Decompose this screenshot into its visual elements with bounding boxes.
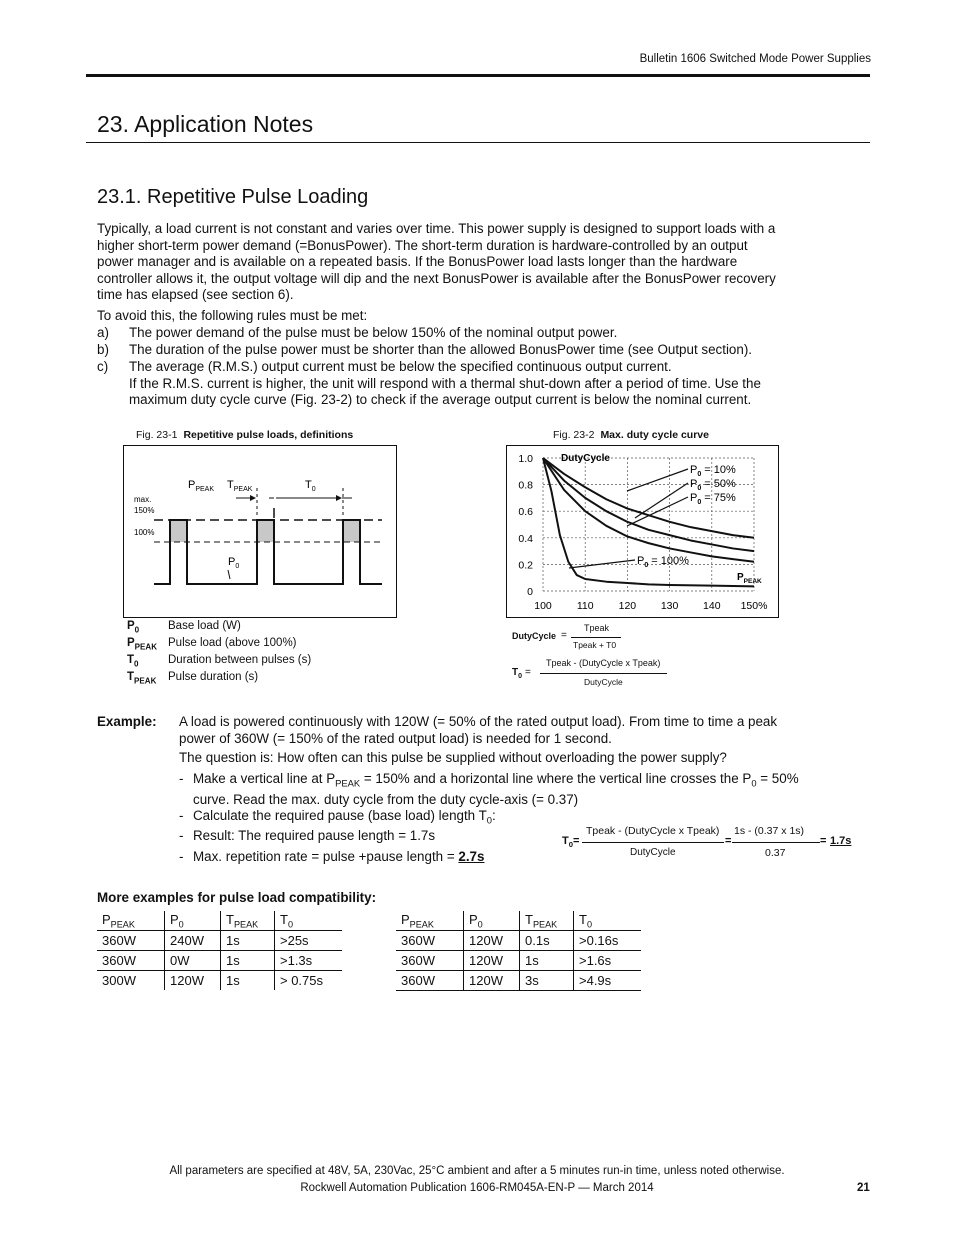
- pulse-excess-1: [170, 520, 187, 542]
- formula-denominator: Tpeak + T0: [573, 640, 617, 650]
- y-tick-label: 0.2: [518, 559, 533, 572]
- y-tick-label: 0.6: [518, 506, 533, 519]
- y-tick-label: 0.8: [518, 479, 533, 492]
- intro-line: controller allows it, the output voltage will dip and the next BonusPower is available after the BonusPower recovery: [97, 270, 776, 286]
- fig2-box: [506, 445, 779, 618]
- curve-label-50: $P_0 = 50\%$: [690, 478, 736, 492]
- formula-numerator: Tpeak - (DutyCycle x Tpeak): [546, 658, 661, 668]
- fig2-number: Fig. 23-2: [553, 429, 595, 441]
- legend-row: $T_{PEAK}$ Pulse duration (s): [127, 671, 259, 686]
- y-tick-label: 0.4: [518, 532, 533, 545]
- fig2-title: Max. duty cycle curve: [600, 429, 709, 441]
- intro-paragraph: [97, 221, 847, 304]
- x-tick-label: 130: [660, 600, 679, 612]
- x-tick-label: 140: [703, 600, 721, 612]
- rule-key: c): [97, 359, 109, 374]
- fig1-number: Fig. 23-1: [136, 429, 178, 441]
- more-examples-title: More examples for pulse load compatibility:: [97, 890, 377, 905]
- label-150: 150%: [134, 506, 155, 515]
- t0-formula: $T_0$ = Tpeak - (DutyCycle x Tpeak) DutyCycle: [512, 656, 672, 690]
- fig1-title: Repetitive pulse loads, definitions: [183, 429, 354, 441]
- table-header-row: $P_{PEAK}$ $P_0$ $T_{PEAK}$ $T_0$: [396, 911, 641, 931]
- rule-text: The duration of the pulse power must be shorter than the allowed BonusPower time (see Output section).: [129, 342, 753, 357]
- label-100: 100%: [134, 528, 155, 537]
- pulse-excess-3: [343, 520, 360, 542]
- intro-line: higher short-term power demand (=BonusPower). The short-term duration is hardware-controlled by an output: [97, 237, 748, 253]
- calc-result: 1.7s: [830, 835, 852, 847]
- section-heading: 23.1. Repetitive Pulse Loading: [97, 186, 369, 208]
- curve-label-75: $P_0 = 75\%$: [690, 492, 736, 506]
- rule-b: [97, 342, 857, 359]
- rule-text: [129, 359, 849, 409]
- table-row: 360W 120W 3s >4.9s: [396, 971, 641, 991]
- legend-row: $P_0$ Base load (W): [127, 620, 241, 635]
- table-row: 360W 240W 1s >25s: [97, 931, 342, 951]
- calc-formula: $T_0=$ Tpeak - (DutyCycle x Tpeak) DutyCycle = 1s - (0.37 x 1s) 0.37 = 1.7s: [562, 825, 852, 859]
- table-row: 360W 120W 1s >1.6s: [396, 951, 641, 971]
- footer-note: All parameters are specified at 48V, 5A, 230Vac, 25°C ambient and after a 5 minutes run-in time, unless noted otherwise.: [169, 1165, 785, 1177]
- repetition-result: 2.7s: [458, 849, 485, 864]
- legend-row: $P_{PEAK}$ Pulse load (above 100%): [127, 637, 297, 652]
- label-tpeak: $T_{PEAK}$: [227, 479, 253, 493]
- example-bullet-1: - Make a vertical line at $P_{PEAK} = 150\%$ and a horizontal line where the vertical line crosses the $P_0 = 50\%$ curve. Read the max. duty cycle from the duty cycle-axis (= 0.37): [179, 771, 799, 808]
- page-title: 23. Application Notes: [97, 111, 314, 137]
- pulse-diagram: [124, 446, 396, 617]
- rule-line: If the R.M.S. current is higher, the unit will respond with a thermal shut-down after a period of time. Use the: [129, 375, 761, 391]
- header-rule: [86, 74, 870, 77]
- intro-line: power manager and is available on a repeated basis. If the BonusPower load lasts longer than the hardware: [97, 254, 738, 270]
- rule-line: maximum duty cycle curve (Fig. 23-2) to check if the average output current is below the nominal current.: [129, 392, 752, 408]
- label-max: max.: [134, 495, 152, 504]
- dutycycle-formula: DutyCycle = Tpeak Tpeak + T0: [512, 622, 662, 652]
- duty-cycle-chart: [507, 446, 778, 617]
- rule-c: [97, 359, 857, 411]
- label-ppeak: $P_{PEAK}$: [188, 479, 215, 493]
- fig2-caption: [553, 429, 709, 441]
- y-axis-label: DutyCycle: [561, 453, 610, 464]
- title-rule: [86, 142, 870, 143]
- examples-table-right: [396, 911, 641, 991]
- x-tick-label: 110: [576, 600, 594, 612]
- table-header-row: $P_{PEAK}$ $P_0$ $T_{PEAK}$ $T_0$: [97, 911, 342, 931]
- table-row: 360W 0W 1s >1.3s: [97, 951, 342, 971]
- example-bullet-3: - Result: The required pause length = 1.7s: [179, 828, 436, 843]
- fig1-box: [123, 445, 397, 618]
- formula-denominator: DutyCycle: [584, 677, 623, 687]
- rules-intro: To avoid this, the following rules must be met:: [97, 308, 368, 323]
- footer-publication: Rockwell Automation Publication 1606-RM045A-EN-P — March 2014: [300, 1182, 654, 1194]
- y-tick-label: 0: [527, 586, 533, 598]
- fig1-legend: [127, 620, 387, 690]
- example-text: A load is powered continuously with 120W (= 50% of the rated output load). From time to time a peak power of 360W (= 150% of the rated output load) is needed for 1 second. The question is: How often can this pulse be supplied without overloading the power supply?: [179, 714, 778, 766]
- rule-a: [97, 325, 857, 342]
- page-number: 21: [857, 1182, 870, 1194]
- rule-key: b): [97, 342, 109, 357]
- example-bullet-4: - Max. repetition rate = pulse +pause length = 2.7s: [179, 849, 485, 864]
- x-tick-label: 100: [534, 600, 552, 612]
- intro-line: Typically, a load current is not constant and varies over time. This power supply is designed to support loads with a: [97, 221, 776, 236]
- intro-line: time has elapsed (see section 6).: [97, 287, 294, 303]
- pulse-excess-2: [257, 520, 274, 542]
- bulletin-header: Bulletin 1606 Switched Mode Power Supplies: [639, 53, 871, 65]
- examples-table-left: [97, 911, 342, 990]
- label-t0: $T_0$: [305, 479, 316, 493]
- formula-lhs: DutyCycle: [512, 631, 557, 641]
- label-p0: $P_0$: [228, 556, 240, 570]
- y-tick-label: 1.0: [518, 453, 533, 465]
- rule-line: The average (R.M.S.) output current must be below the specified continuous output current.: [129, 359, 672, 374]
- formula-numerator: Tpeak: [584, 623, 610, 633]
- x-tick-label: 120: [618, 600, 637, 612]
- curve-label-10: $P_0 = 10\%$: [690, 464, 736, 478]
- rule-key: a): [97, 325, 109, 340]
- table-row: 300W 120W 1s > 0.75s: [97, 971, 342, 991]
- rule-text: The power demand of the pulse must be below 150% of the nominal output power.: [129, 325, 618, 340]
- example-label: Example:: [97, 714, 157, 729]
- x-axis-label: $P_{PEAK}$: [737, 572, 762, 585]
- x-tick-label: 150%: [740, 600, 768, 612]
- legend-row: $T_0$ Duration between pulses (s): [127, 654, 312, 669]
- example-bullet-2: - Calculate the required pause (base load) length $T_0$:: [179, 808, 496, 826]
- fig1-caption: [136, 429, 353, 441]
- curve-label-100: $P_0 = 100\%$: [637, 555, 689, 569]
- table-row: 360W 120W 0.1s >0.16s: [396, 931, 641, 951]
